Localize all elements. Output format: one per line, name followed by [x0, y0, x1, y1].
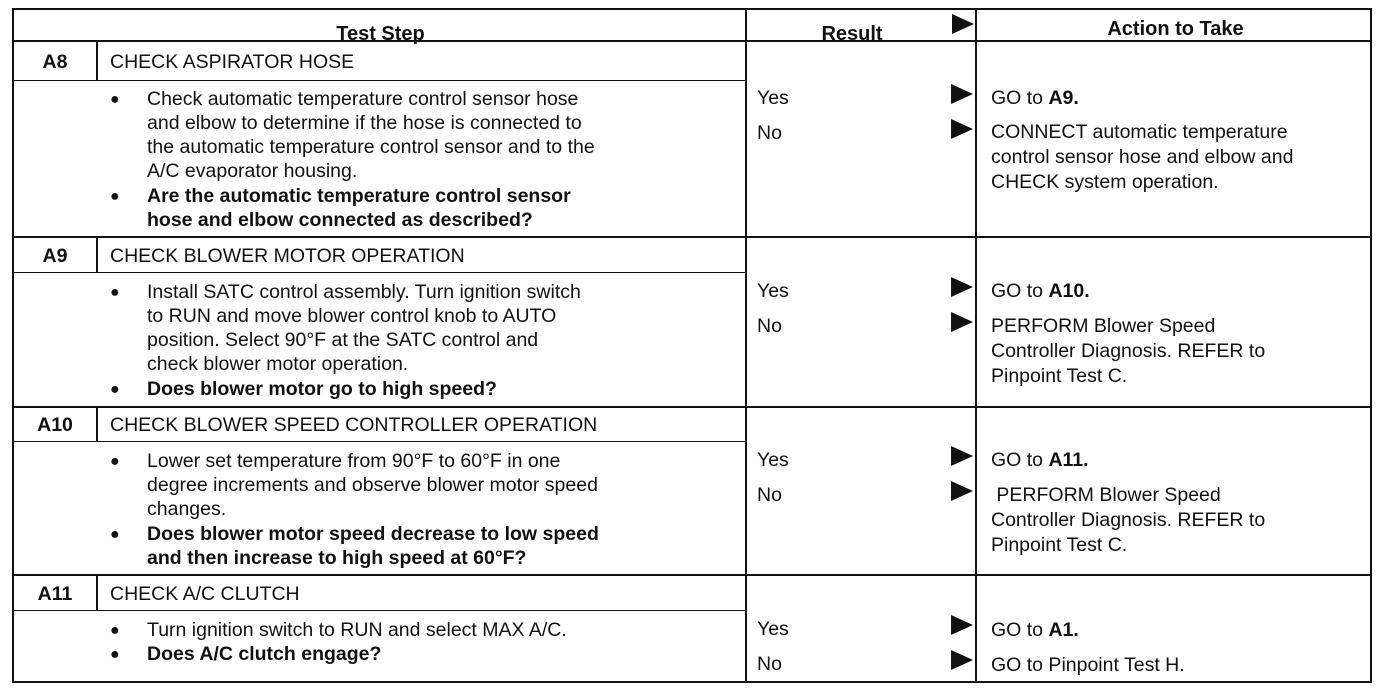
result-yes: Yes	[757, 87, 789, 109]
step-title-rule	[14, 441, 745, 442]
right-triangle-icon	[951, 446, 973, 466]
bullet-icon: ●	[110, 622, 120, 639]
divider-result-column	[745, 10, 747, 681]
action-yes-target: A1.	[1048, 619, 1079, 641]
bullet-icon: ●	[110, 188, 120, 205]
instruction-line: Install SATC control assembly. Turn ignition switch	[147, 281, 581, 303]
header-result: Result	[821, 23, 883, 45]
header-rule	[14, 40, 745, 42]
right-triangle-icon	[951, 615, 973, 635]
action-yes-prefix: GO to	[991, 280, 1049, 302]
action-yes-prefix: GO to	[991, 449, 1049, 471]
action-no-line: CONNECT automatic temperature	[991, 121, 1288, 143]
action-yes-target: A11.	[1048, 449, 1089, 471]
instruction-line: check blower motor operation.	[147, 353, 409, 375]
action-yes	[991, 86, 1079, 111]
instruction-line: changes.	[147, 498, 227, 520]
divider-action-column	[975, 10, 977, 681]
step-id: A10	[37, 414, 73, 436]
step-separator	[14, 406, 1372, 408]
question-line: Are the automatic temperature control sensor	[147, 185, 571, 207]
action-no-line: PERFORM Blower Speed	[991, 484, 1221, 506]
action-no-line: Controller Diagnosis. REFER to	[991, 340, 1266, 362]
instruction-line: A/C evaporator housing.	[147, 160, 358, 182]
question-line: Does blower motor speed decrease to low speed	[147, 523, 599, 545]
bullet-icon: ●	[110, 526, 120, 543]
step-title: CHECK A/C CLUTCH	[110, 583, 300, 605]
bullet-icon: ●	[110, 646, 120, 663]
bullet-icon: ●	[110, 453, 120, 470]
step-separator	[14, 236, 1372, 238]
diagnostic-table	[12, 8, 1372, 683]
header-action: Action to Take	[1107, 18, 1244, 40]
action-yes-target: A10.	[1048, 280, 1090, 302]
step-id-divider	[96, 406, 98, 441]
step-id-divider	[96, 236, 98, 272]
instruction-line: the automatic temperature control sensor and to the	[147, 136, 595, 158]
action-yes-prefix: GO to	[991, 87, 1049, 109]
result-no: No	[757, 315, 782, 337]
right-triangle-icon	[951, 119, 973, 139]
result-no: No	[757, 122, 782, 144]
bullet-icon: ●	[110, 381, 120, 398]
right-triangle-icon	[951, 650, 973, 670]
right-triangle-icon	[951, 312, 973, 332]
instruction-line: and elbow to determine if the hose is connected to	[147, 112, 582, 134]
action-no-line: Pinpoint Test C.	[991, 534, 1128, 556]
step-title: CHECK BLOWER MOTOR OPERATION	[110, 245, 465, 267]
action-yes	[991, 448, 1089, 473]
header-right-triangle-icon	[952, 14, 974, 34]
step-id-divider	[96, 574, 98, 610]
step-title: CHECK ASPIRATOR HOSE	[110, 51, 355, 73]
step-title-rule	[14, 610, 745, 611]
result-yes: Yes	[757, 618, 789, 640]
action-no-line: PERFORM Blower Speed	[991, 315, 1216, 337]
action-no-line: Pinpoint Test C.	[991, 365, 1128, 387]
question-line: hose and elbow connected as described?	[147, 209, 533, 231]
result-yes: Yes	[757, 449, 789, 471]
action-no-line: Controller Diagnosis. REFER to	[991, 509, 1266, 531]
step-id-divider	[96, 40, 98, 80]
header-rule-right	[745, 40, 1372, 42]
step-separator	[14, 574, 1372, 576]
action-no-line: control sensor hose and elbow and	[991, 146, 1294, 168]
action-yes-target: A9.	[1048, 87, 1079, 109]
action-yes	[991, 279, 1090, 304]
instruction-line: to RUN and move blower control knob to AUTO	[147, 305, 557, 327]
question-line: Does blower motor go to high speed?	[147, 378, 497, 400]
action-yes	[991, 618, 1079, 643]
action-yes-prefix: GO to	[991, 619, 1049, 641]
instruction-line: position. Select 90°F at the SATC control and	[147, 329, 539, 351]
result-yes: Yes	[757, 280, 789, 302]
action-no-line: GO to Pinpoint Test H.	[991, 654, 1185, 676]
step-id: A9	[42, 245, 68, 267]
question-line: Does A/C clutch engage?	[147, 643, 382, 665]
right-triangle-icon	[951, 481, 973, 501]
bullet-icon: ●	[110, 91, 120, 108]
instruction-line: Lower set temperature from 90°F to 60°F in one	[147, 450, 561, 472]
header-test-step: Test Step	[336, 23, 425, 45]
right-triangle-icon	[951, 84, 973, 104]
step-id: A11	[37, 583, 73, 605]
step-title-rule	[14, 272, 745, 273]
bullet-icon: ●	[110, 284, 120, 301]
step-title: CHECK BLOWER SPEED CONTROLLER OPERATION	[110, 414, 598, 436]
result-no: No	[757, 484, 782, 506]
right-triangle-icon	[951, 277, 973, 297]
action-no-line: CHECK system operation.	[991, 171, 1219, 193]
step-title-rule	[14, 80, 745, 81]
instruction-line: Check automatic temperature control sensor hose	[147, 88, 579, 110]
step-id: A8	[42, 51, 68, 73]
instruction-line: Turn ignition switch to RUN and select MAX A/C.	[147, 619, 567, 641]
instruction-line: degree increments and observe blower motor speed	[147, 474, 598, 496]
result-no: No	[757, 653, 782, 675]
question-line: and then increase to high speed at 60°F?	[147, 547, 527, 569]
